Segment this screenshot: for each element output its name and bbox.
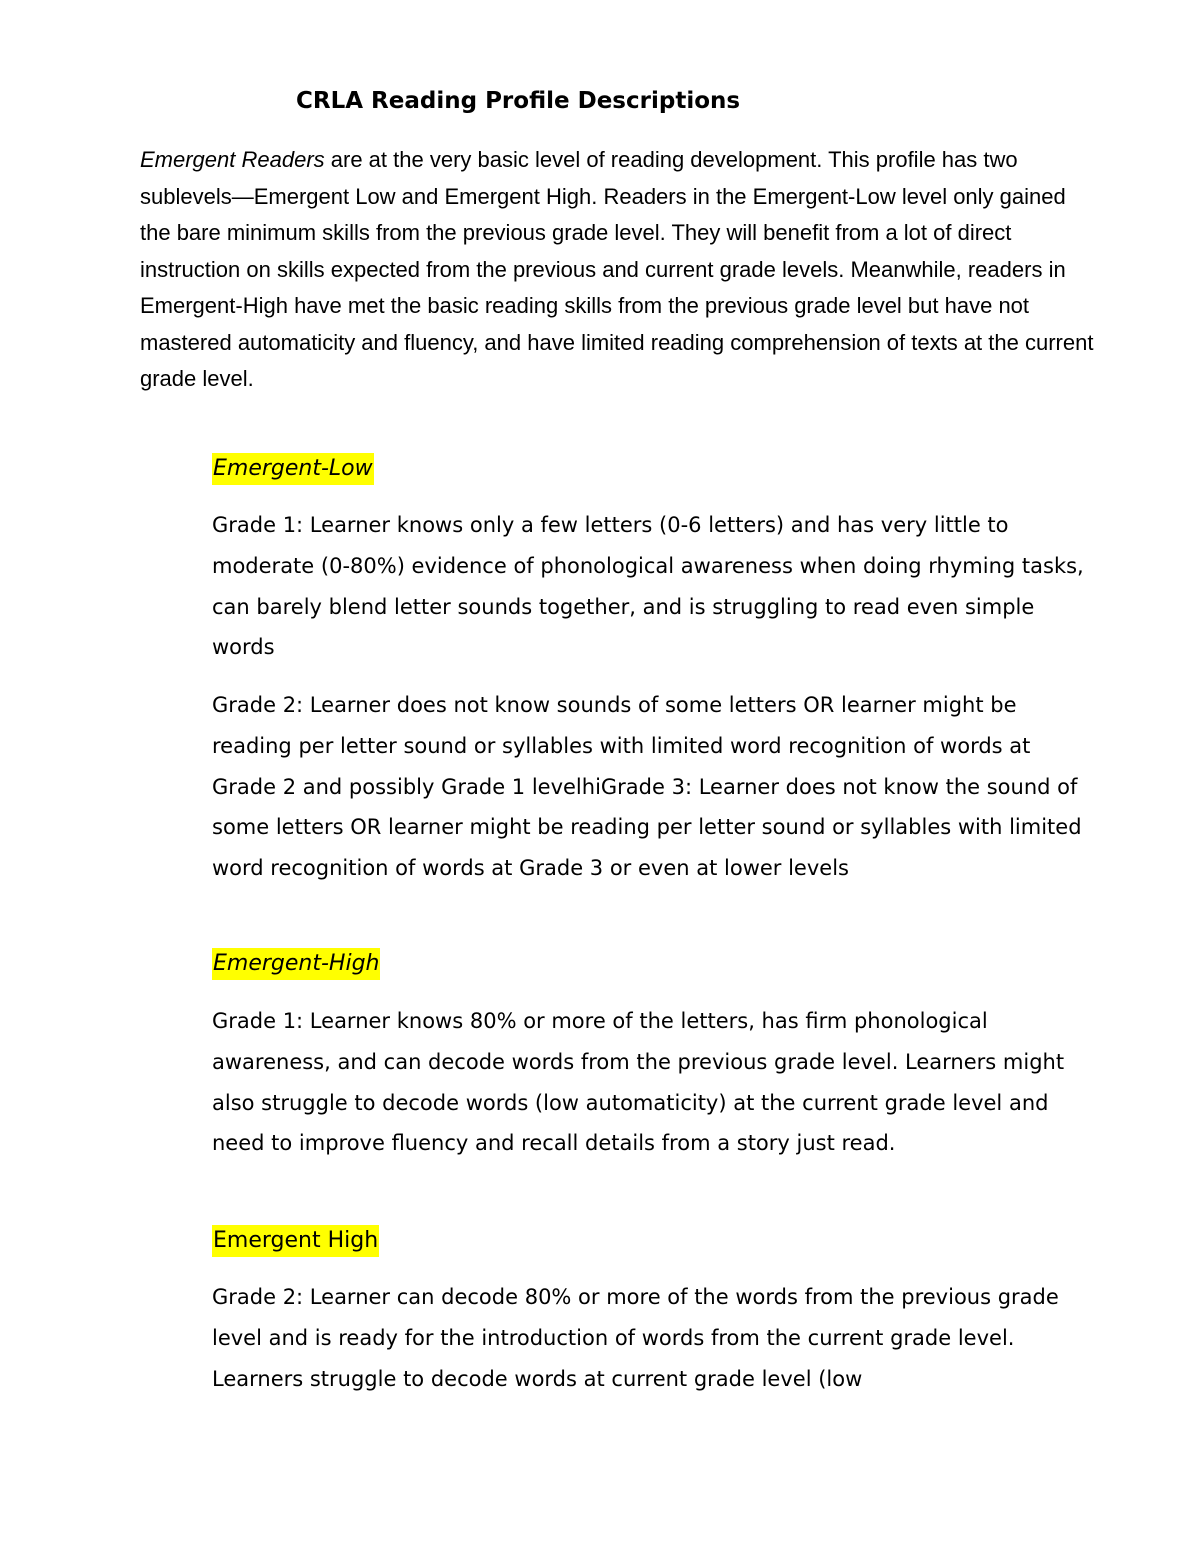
intro-paragraph <box>140 142 1100 398</box>
paragraph-emergent-high-grade-2: Grade 2: Learner can decode 80% or more of the words from the previous grade level and is ready for the introduction of words from the current grade level. Learners struggle to decode words at current grade level (low <box>212 1285 1059 1391</box>
section-heading: Emergent-Low <box>212 453 374 485</box>
section-heading-emergent-high <box>212 948 1082 980</box>
document-title: CRLA Reading Profile Descriptions <box>296 88 741 114</box>
section-heading-emergent-high-2 <box>212 1225 1082 1257</box>
intro-body-text: are at the very basic level of reading development. This profile has two sublevels—Emergent Low and Emergent High. Readers in the Emergent-Low level only gained the bare minimum skills from the previous grade level. They will benefit from a lot of direct instruction on skills expected from the previous and current grade levels. Meanwhile, readers in Emergent-High have met the basic reading skills from the previous grade level but have not mastered automaticity and fluency, and have limited reading comprehension of texts at the current grade level. <box>140 147 1094 391</box>
paragraph-emergent-high-grade-1: Grade 1: Learner knows 80% or more of the letters, has firm phonological awareness, and can decode words from the previous grade level. Learners might also struggle to decode words (low automaticity) at the current grade level and need to improve fluency and recall details from a story just read. <box>212 1009 1065 1156</box>
section-heading-emergent-low <box>212 453 1082 485</box>
section-heading: Emergent High <box>212 1225 379 1257</box>
section-heading: Emergent-High <box>212 948 380 980</box>
intro-lead-term: Emergent Readers <box>140 147 325 172</box>
paragraph-emergent-low-grade-1: Grade 1: Learner knows only a few letters (0-6 letters) and has very little to moderate (0-80%) evidence of phonological awareness when doing rhyming tasks, can barely blend letter sounds together, and is struggling to read even simple words <box>212 513 1084 660</box>
paragraph-emergent-low-grade-2-3: Grade 2: Learner does not know sounds of some letters OR learner might be reading per letter sound or syllables with limited word recognition of words at Grade 2 and possibly Grade 1 levelhiGrade 3: Learner does not know the sound of some letters OR learner might be reading per letter sound or syllables with limited word recognition of words at Grade 3 or even at lower levels <box>212 693 1082 881</box>
